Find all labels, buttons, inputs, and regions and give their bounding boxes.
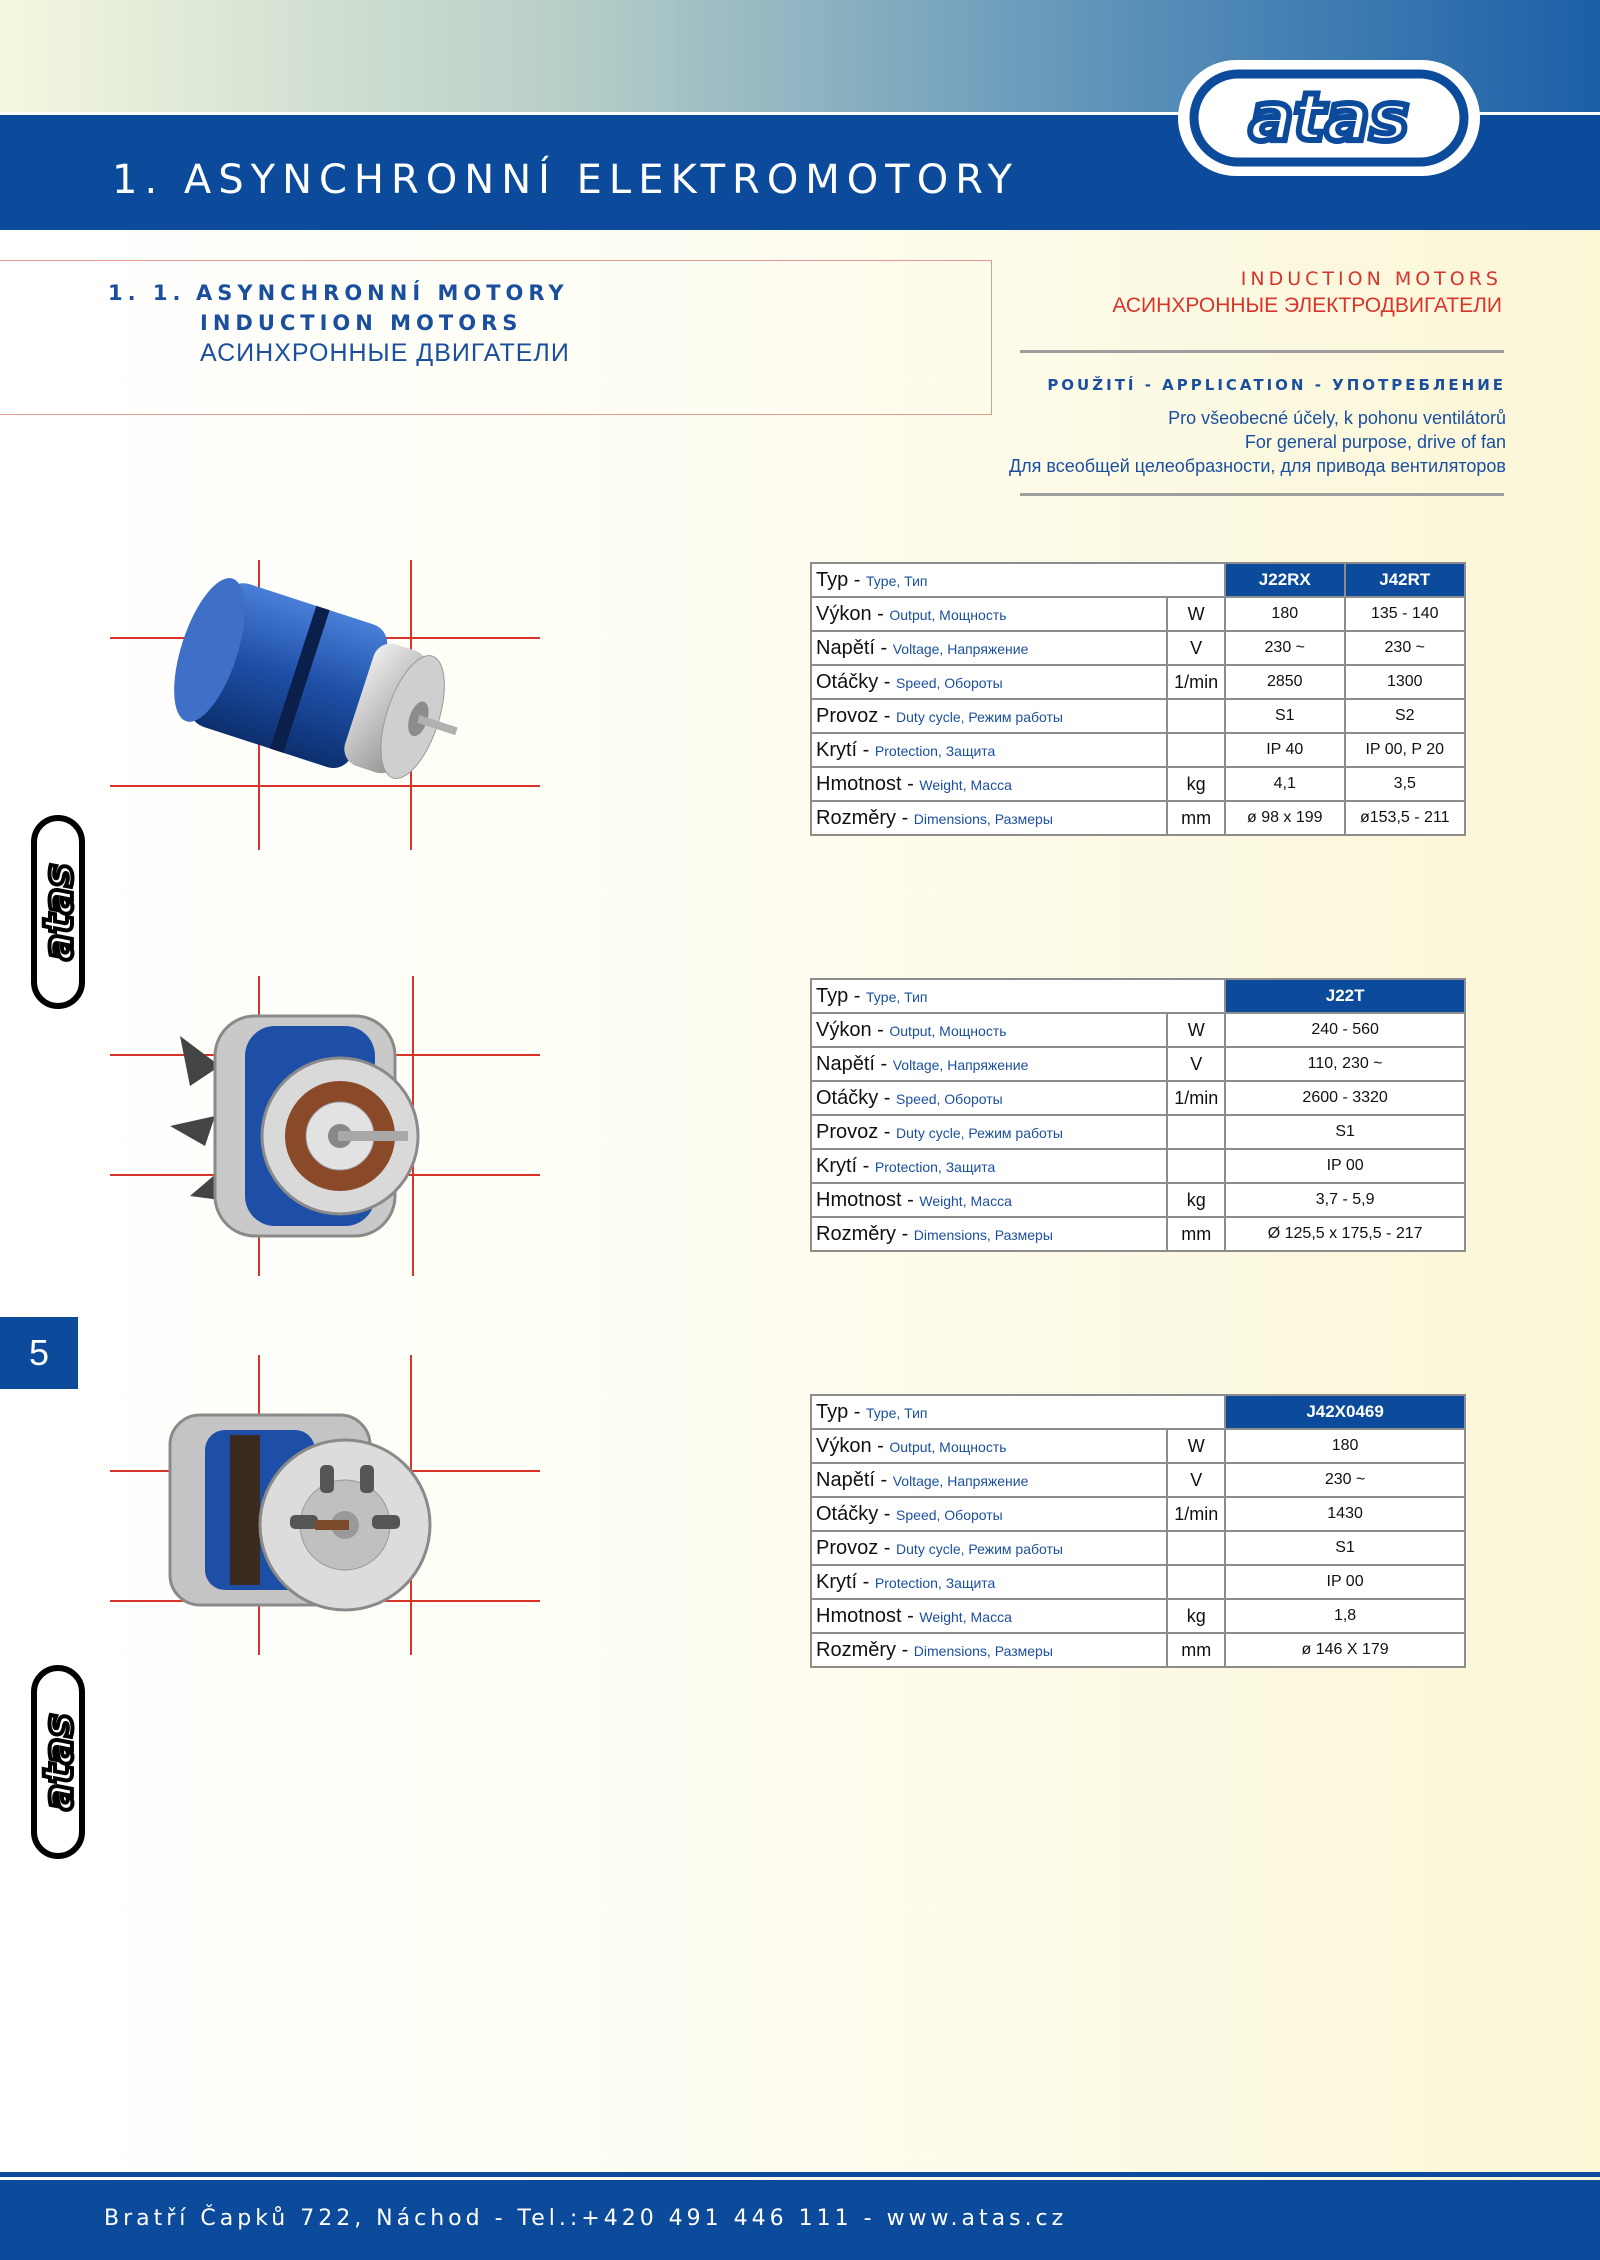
value-cell: ø 146 X 179 bbox=[1225, 1633, 1465, 1667]
row-label-provoz: Provoz - Duty cycle, Режим работы bbox=[811, 1531, 1167, 1565]
model-header: J42RT bbox=[1345, 563, 1465, 597]
value-cell: 135 - 140 bbox=[1345, 597, 1465, 631]
value-cell: 1,8 bbox=[1225, 1599, 1465, 1633]
value-cell: 1430 bbox=[1225, 1497, 1465, 1531]
value-cell: IP 00 bbox=[1225, 1149, 1465, 1183]
row-label-provoz: Provoz - Duty cycle, Режим работы bbox=[811, 699, 1167, 733]
page-number: 5 bbox=[0, 1317, 78, 1389]
value-cell: S1 bbox=[1225, 1115, 1465, 1149]
table-row bbox=[811, 1013, 1465, 1047]
value-cell: 1300 bbox=[1345, 665, 1465, 699]
unit-cell: 1/min bbox=[1167, 665, 1225, 699]
unit-cell bbox=[1167, 699, 1225, 733]
value-cell: IP 00, P 20 bbox=[1345, 733, 1465, 767]
right-heading-en: INDUCTION MOTORS bbox=[1240, 268, 1502, 290]
table-row bbox=[811, 801, 1465, 835]
unit-cell: V bbox=[1167, 1463, 1225, 1497]
row-label-vykon: Výkon - Output, Мощность bbox=[811, 1429, 1167, 1463]
motor-photo-j42x0469 bbox=[110, 1355, 540, 1655]
value-cell: 230 ~ bbox=[1225, 631, 1344, 665]
row-label-otacky: Otáčky - Speed, Обороты bbox=[811, 665, 1167, 699]
unit-cell: 1/min bbox=[1167, 1081, 1225, 1115]
value-cell: ø 98 x 199 bbox=[1225, 801, 1344, 835]
row-label-napeti: Napětí - Voltage, Напряжение bbox=[811, 1047, 1167, 1081]
row-label-otacky: Otáčky - Speed, Обороты bbox=[811, 1081, 1167, 1115]
value-cell: 4,1 bbox=[1225, 767, 1344, 801]
unit-cell: mm bbox=[1167, 1633, 1225, 1667]
unit-cell bbox=[1167, 1531, 1225, 1565]
unit-cell bbox=[1167, 733, 1225, 767]
motor-photo-j22t bbox=[110, 976, 540, 1276]
section-title-ru: АСИНХРОННЫЕ ДВИГАТЕЛИ bbox=[200, 339, 570, 367]
row-label-rozmery: Rozměry - Dimensions, Размеры bbox=[811, 1217, 1167, 1251]
table-row bbox=[811, 767, 1465, 801]
row-label-vykon: Výkon - Output, Мощность bbox=[811, 1013, 1167, 1047]
table-row bbox=[811, 665, 1465, 699]
table-row bbox=[811, 1463, 1465, 1497]
section-title-en: INDUCTION MOTORS bbox=[200, 311, 523, 335]
value-cell: IP 40 bbox=[1225, 733, 1344, 767]
row-label-napeti: Napětí - Voltage, Напряжение bbox=[811, 631, 1167, 665]
table-row bbox=[811, 733, 1465, 767]
atas-logo bbox=[1178, 60, 1480, 176]
value-cell: 180 bbox=[1225, 597, 1344, 631]
unit-cell: mm bbox=[1167, 801, 1225, 835]
logo-text: atas bbox=[1249, 79, 1409, 156]
section-number: 1. 1. bbox=[108, 281, 186, 305]
unit-cell: kg bbox=[1167, 1599, 1225, 1633]
row-label-kryti: Krytí - Protection, Защита bbox=[811, 1149, 1167, 1183]
model-header: J22T bbox=[1225, 979, 1465, 1013]
value-cell: 2600 - 3320 bbox=[1225, 1081, 1465, 1115]
application-line-ru: Для всеобщей целеобразности, для привода вентиляторов bbox=[1008, 456, 1506, 476]
motor-photo-j22rx bbox=[110, 560, 540, 850]
page-title: 1. ASYNCHRONNÍ ELEKTROMOTORY bbox=[112, 157, 1019, 203]
row-label-hmotnost: Hmotnost - Weight, Масса bbox=[811, 1183, 1167, 1217]
value-cell: ø153,5 - 211 bbox=[1345, 801, 1465, 835]
table-row bbox=[811, 1633, 1465, 1667]
table-row bbox=[811, 1183, 1465, 1217]
row-label-kryti: Krytí - Protection, Защита bbox=[811, 733, 1167, 767]
side-logo-text: atas bbox=[36, 1713, 82, 1811]
row-label-hmotnost: Hmotnost - Weight, Масса bbox=[811, 767, 1167, 801]
table-row bbox=[811, 563, 1465, 597]
application-line-en: For general purpose, drive of fan bbox=[1244, 432, 1506, 452]
footer bbox=[0, 2180, 1600, 2260]
section-title-cz: ASYNCHRONNÍ MOTORY bbox=[196, 281, 569, 305]
divider bbox=[1020, 493, 1504, 496]
value-cell: IP 00 bbox=[1225, 1565, 1465, 1599]
row-label-typ: Typ - Type, Тип bbox=[811, 1395, 1225, 1429]
value-cell: 3,5 bbox=[1345, 767, 1465, 801]
table-row bbox=[811, 979, 1465, 1013]
table-row bbox=[811, 1599, 1465, 1633]
right-heading bbox=[1112, 268, 1502, 318]
spec-table-1 bbox=[810, 562, 1466, 836]
unit-cell bbox=[1167, 1565, 1225, 1599]
row-label-kryti: Krytí - Protection, Защита bbox=[811, 1565, 1167, 1599]
table-row bbox=[811, 1395, 1465, 1429]
value-cell: 2850 bbox=[1225, 665, 1344, 699]
unit-cell: mm bbox=[1167, 1217, 1225, 1251]
unit-cell bbox=[1167, 1149, 1225, 1183]
table-row bbox=[811, 1565, 1465, 1599]
unit-cell: kg bbox=[1167, 1183, 1225, 1217]
table-row bbox=[811, 1217, 1465, 1251]
value-cell: S1 bbox=[1225, 1531, 1465, 1565]
row-label-typ: Typ - Type, Тип bbox=[811, 979, 1225, 1013]
application-text bbox=[1009, 406, 1506, 478]
value-cell: 240 - 560 bbox=[1225, 1013, 1465, 1047]
unit-cell: V bbox=[1167, 1047, 1225, 1081]
row-label-provoz: Provoz - Duty cycle, Режим работы bbox=[811, 1115, 1167, 1149]
table-row bbox=[811, 1081, 1465, 1115]
value-cell: 230 ~ bbox=[1225, 1463, 1465, 1497]
row-label-otacky: Otáčky - Speed, Обороты bbox=[811, 1497, 1167, 1531]
value-cell: S2 bbox=[1345, 699, 1465, 733]
table-row bbox=[811, 1047, 1465, 1081]
row-label-rozmery: Rozměry - Dimensions, Размеры bbox=[811, 1633, 1167, 1667]
unit-cell: W bbox=[1167, 597, 1225, 631]
value-cell: S1 bbox=[1225, 699, 1344, 733]
unit-cell: W bbox=[1167, 1429, 1225, 1463]
footer-address: Bratří Čapků 722, Náchod - Tel.:+420 491 446 111 - www.atas.cz bbox=[104, 2206, 1068, 2231]
model-header: J42X0469 bbox=[1225, 1395, 1465, 1429]
value-cell: 110, 230 ~ bbox=[1225, 1047, 1465, 1081]
unit-cell bbox=[1167, 1115, 1225, 1149]
table-row bbox=[811, 1149, 1465, 1183]
row-label-napeti: Napětí - Voltage, Напряжение bbox=[811, 1463, 1167, 1497]
spec-table-2 bbox=[810, 978, 1466, 1252]
value-cell: 180 bbox=[1225, 1429, 1465, 1463]
unit-cell: 1/min bbox=[1167, 1497, 1225, 1531]
table-row bbox=[811, 699, 1465, 733]
value-cell: 3,7 - 5,9 bbox=[1225, 1183, 1465, 1217]
unit-cell: W bbox=[1167, 1013, 1225, 1047]
spec-table-3 bbox=[810, 1394, 1466, 1668]
atas-side-logo bbox=[30, 1662, 86, 1862]
section-title-box bbox=[0, 260, 992, 415]
value-cell: Ø 125,5 x 175,5 - 217 bbox=[1225, 1217, 1465, 1251]
atas-side-logo bbox=[30, 812, 86, 1012]
table-row bbox=[811, 1115, 1465, 1149]
value-cell: 230 ~ bbox=[1345, 631, 1465, 665]
table-row bbox=[811, 597, 1465, 631]
unit-cell: V bbox=[1167, 631, 1225, 665]
row-label-vykon: Výkon - Output, Мощность bbox=[811, 597, 1167, 631]
row-label-typ: Typ - Type, Тип bbox=[811, 563, 1225, 597]
side-logo-text: atas bbox=[36, 863, 82, 961]
model-header: J22RX bbox=[1225, 563, 1344, 597]
table-row bbox=[811, 1429, 1465, 1463]
application-heading: POUŽITÍ - APPLICATION - УПОТРЕБЛЕНИЕ bbox=[1047, 376, 1506, 394]
footer-divider bbox=[0, 2172, 1600, 2177]
application-line-cz: Pro všeobecné účely, k pohonu ventilátorů bbox=[1168, 408, 1506, 428]
divider bbox=[1020, 350, 1504, 353]
table-row bbox=[811, 1497, 1465, 1531]
right-heading-ru: АСИНХРОННЫЕ ЭЛЕКТРОДВИГАТЕЛИ bbox=[1112, 294, 1502, 317]
unit-cell: kg bbox=[1167, 767, 1225, 801]
row-label-rozmery: Rozměry - Dimensions, Размеры bbox=[811, 801, 1167, 835]
table-row bbox=[811, 1531, 1465, 1565]
table-row bbox=[811, 631, 1465, 665]
row-label-hmotnost: Hmotnost - Weight, Масса bbox=[811, 1599, 1167, 1633]
